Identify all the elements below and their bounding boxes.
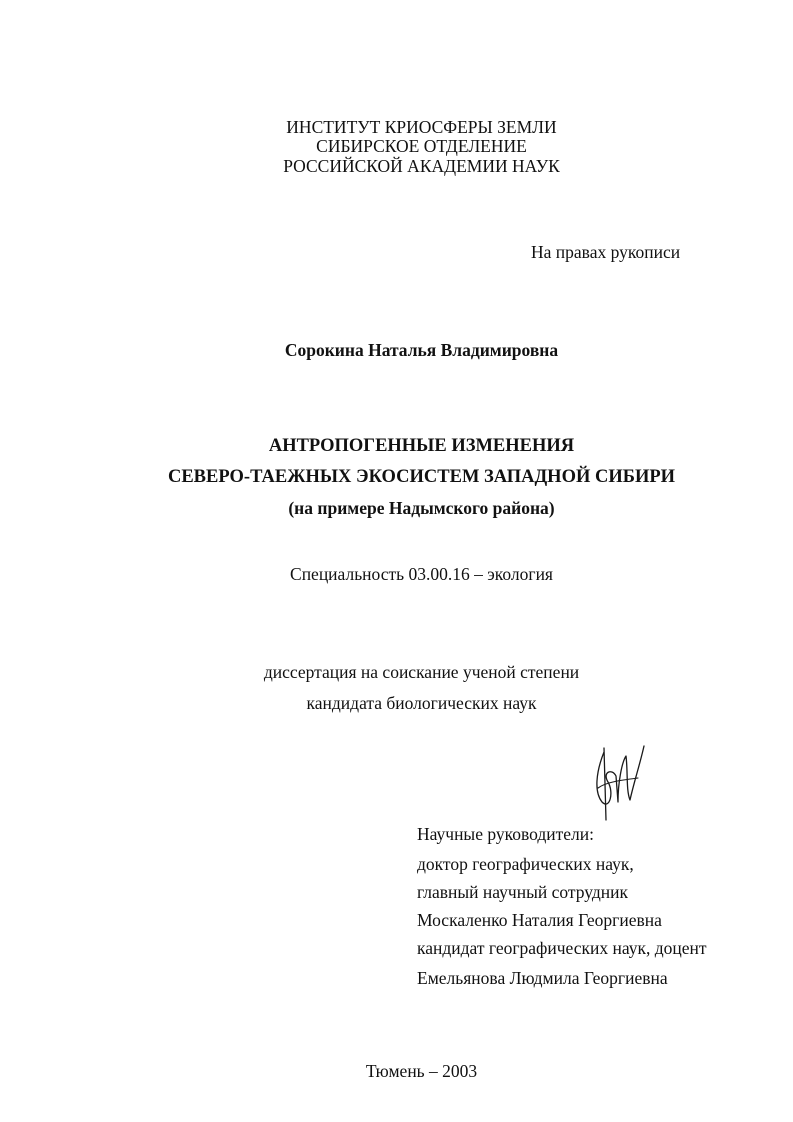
title-line-3: (на примере Надымского района) <box>288 498 555 518</box>
supervisor-line: доктор географических наук, <box>417 854 634 874</box>
author-name: Сорокина Наталья Владимировна <box>284 340 559 360</box>
degree-line-1: диссертация на соискание ученой степени <box>263 662 580 682</box>
signature <box>592 742 652 822</box>
institute-line-3: РОССИЙСКОЙ АКАДЕМИИ НАУК <box>283 156 560 176</box>
manuscript-note: На правах рукописи <box>531 242 681 262</box>
institute-line-1: ИНСТИТУТ КРИОСФЕРЫ ЗЕМЛИ <box>286 117 557 137</box>
supervisors-heading: Научные руководители: <box>417 824 594 844</box>
institute-line-2: СИБИРСКОЕ ОТДЕЛЕНИЕ <box>316 136 527 156</box>
supervisor-line: Емельянова Людмила Георгиевна <box>417 968 668 988</box>
specialty: Специальность 03.00.16 – экология <box>290 564 553 584</box>
supervisor-line: кандидат географических наук, доцент <box>417 938 707 958</box>
title-line-2: СЕВЕРО-ТАЕЖНЫХ ЭКОСИСТЕМ ЗАПАДНОЙ СИБИРИ <box>167 467 676 487</box>
supervisor-line: главный научный сотрудник <box>417 882 629 902</box>
supervisor-line: Москаленко Наталия Георгиевна <box>417 910 662 930</box>
degree-line-2: кандидата биологических наук <box>306 693 537 713</box>
city-year: Тюмень – 2003 <box>365 1061 478 1081</box>
title-line-1: АНТРОПОГЕННЫЕ ИЗМЕНЕНИЯ <box>268 436 575 456</box>
